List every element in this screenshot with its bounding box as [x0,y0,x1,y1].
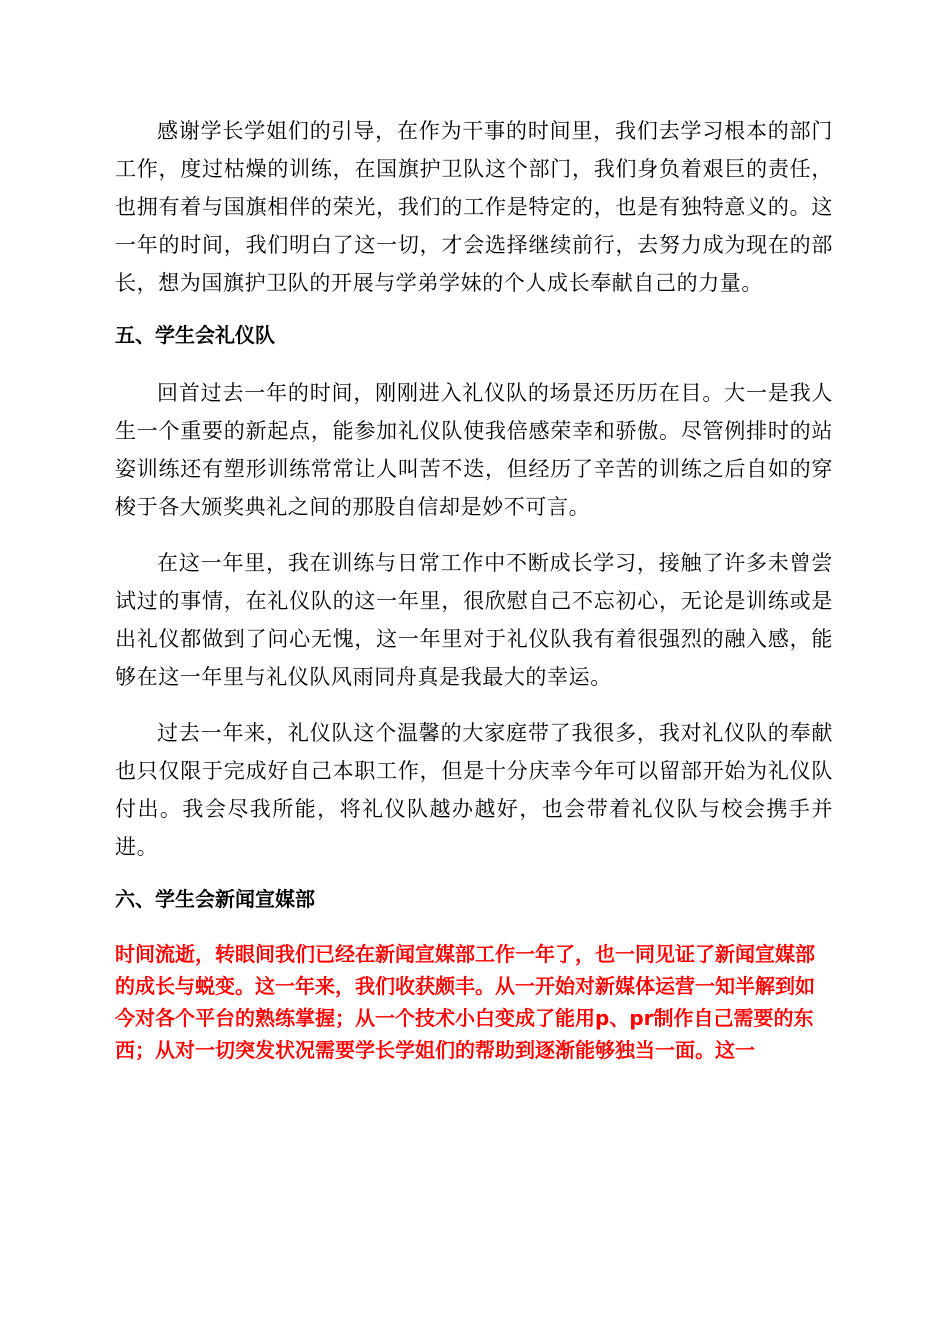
section-heading-etiquette-team: 五、学生会礼仪队 [115,323,275,347]
paragraph-flag-guard-closing: 感谢学长学姐们的引导，在作为干事的时间里，我们去学习根本的部门工作，度过枯燥的训练，在国旗护卫队这个部门，我们身负着艰巨的责任，也拥有着与国旗相伴的荣光，我们的工作是特定的，也是有独特意义的。这一年的时间，我们明白了这一切，才会选择继续前行，去努力成为现在的部长，想为国旗护卫队的开展与学弟学妹的个人成长奉献自己的力量。 [115,119,833,295]
paragraph-etiquette-3: 过去一年来，礼仪队这个温馨的大家庭带了我很多，我对礼仪队的奉献也只仅限于完成好自己本职工作，但是十分庆幸今年可以留部开始为礼仪队付出。我会尽我所能，将礼仪队越办越好，也会带着礼仪队与校会携手并进。 [115,721,833,859]
document-body [115,112,833,1066]
paragraph-news-media-highlighted: 时间流逝，转眼间我们已经在新闻宣媒部工作一年了，也一同见证了新闻宣媒部的成长与蜕变。这一年来，我们收获颇丰。从一开始对新媒体运营一知半解到如今对各个平台的熟练掌握；从一个技术小白变成了能用p、pr制作自己需要的东西；从对一切突发状况需要学长学姐们的帮助到逐渐能够独当一面。这一 [115,942,815,1062]
section-heading-news-media: 六、学生会新闻宣媒部 [115,887,315,911]
paragraph-etiquette-1: 回首过去一年的时间，刚刚进入礼仪队的场景还历历在目。大一是我人生一个重要的新起点，能参加礼仪队使我倍感荣幸和骄傲。尽管例排时的站姿训练还有塑形训练常常让人叫苦不迭，但经历了辛苦的训练之后自如的穿梭于各大颁奖典礼之间的那股自信却是妙不可言。 [115,381,833,519]
paragraph-etiquette-2: 在这一年里，我在训练与日常工作中不断成长学习，接触了许多未曾尝试过的事情，在礼仪队的这一年里，很欣慰自己不忘初心，无论是训练或是出礼仪都做到了问心无愧，这一年里对于礼仪队我有着很强烈的融入感，能够在这一年里与礼仪队风雨同舟真是我最大的幸运。 [115,551,833,689]
